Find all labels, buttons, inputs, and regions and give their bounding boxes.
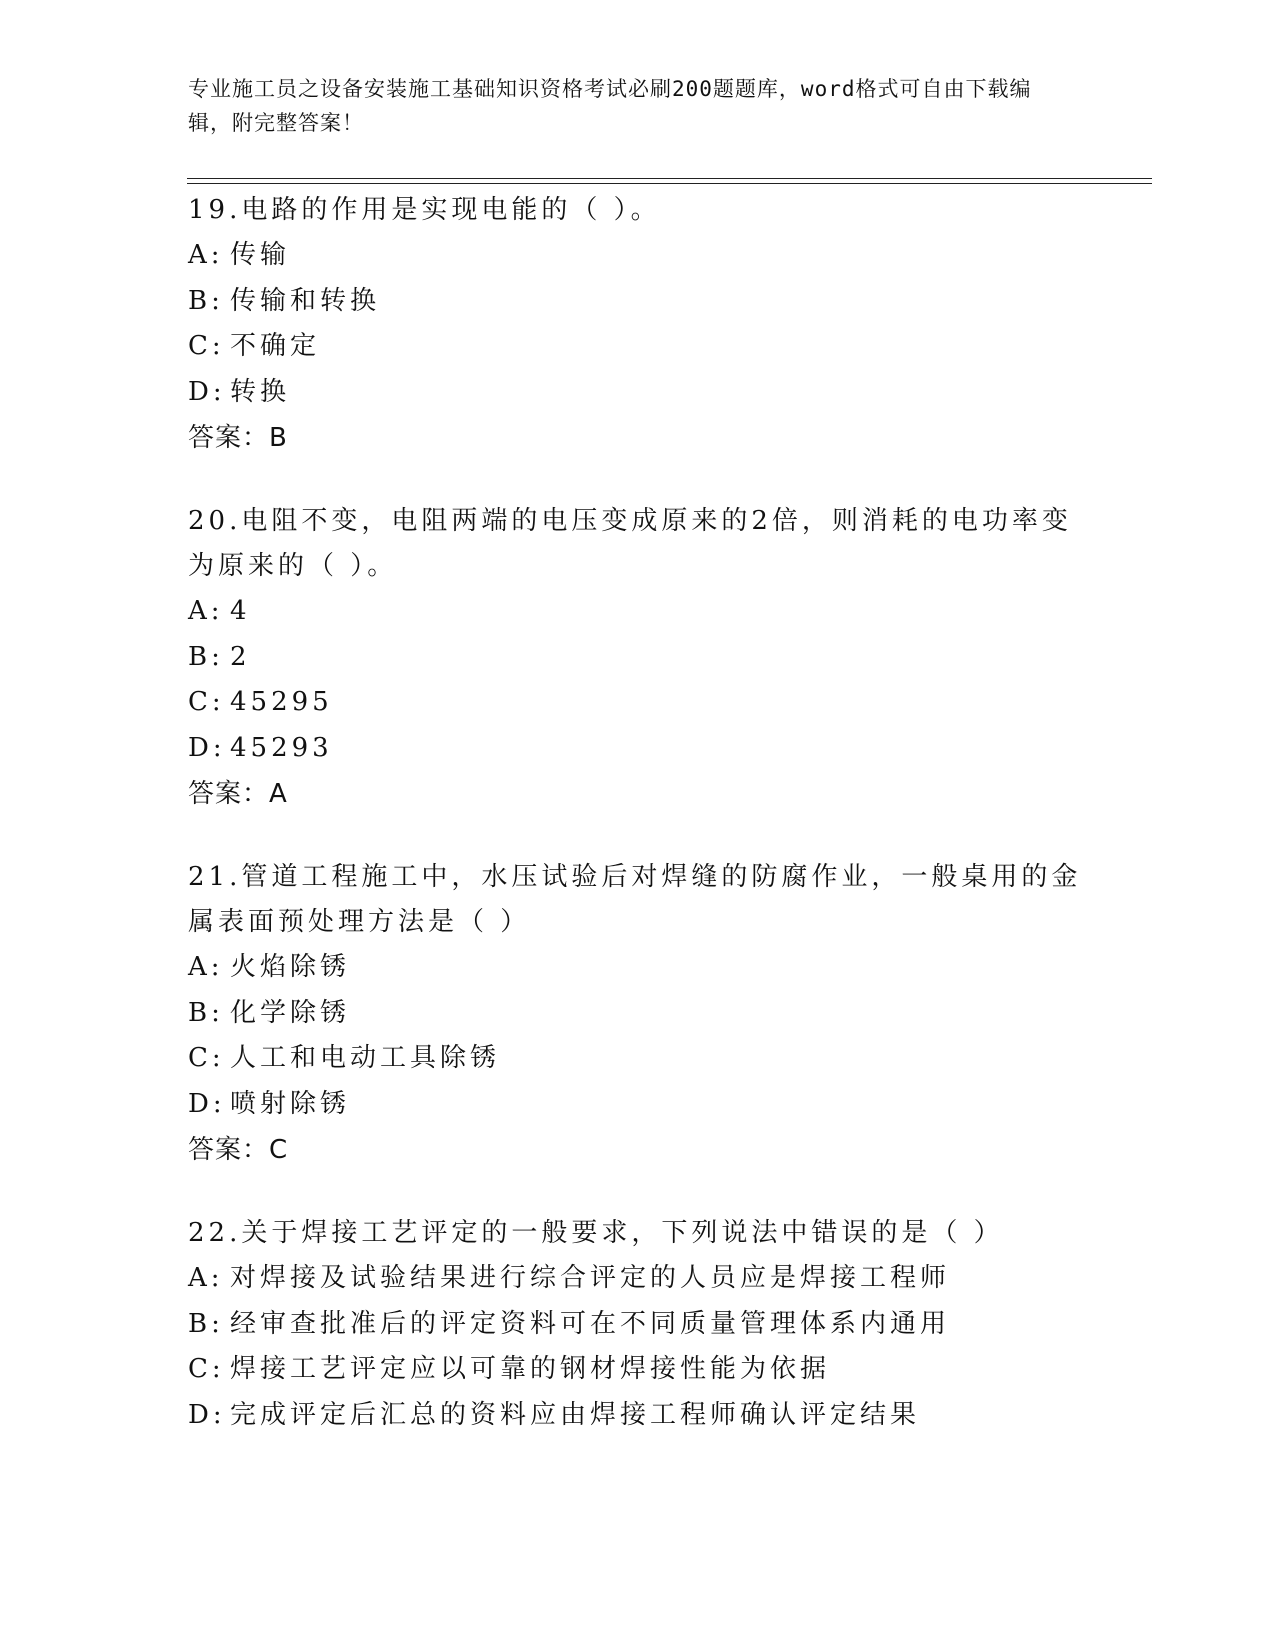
question-text: 19.电路的作用是实现电能的（ ）。	[188, 195, 661, 225]
question-text: 20.电阻不变，电阻两端的电压变成原来的2倍，则消耗的电功率变为原来的（ ）。	[188, 506, 1072, 581]
answer-line: 答案：C	[188, 1135, 289, 1165]
question-text: 22.关于焊接工艺评定的一般要求，下列说法中错误的是（ ）	[188, 1218, 1004, 1248]
option-text: 传输和转换	[230, 285, 381, 316]
option-text: 45295	[230, 687, 333, 717]
option-b	[188, 279, 1088, 325]
option-c	[188, 324, 1088, 370]
option-text: 喷射除锈	[230, 1088, 351, 1119]
option-label: A:	[188, 596, 224, 626]
question-text: 21.管道工程施工中，水压试验后对焊缝的防腐作业，一般桌用的金属表面预处理方法是（ ）	[188, 862, 1082, 937]
option-label: D:	[188, 1088, 226, 1119]
option-d	[188, 370, 1088, 416]
option-text: 不确定	[230, 331, 321, 361]
option-d	[188, 1082, 1088, 1128]
option-label: D:	[188, 732, 226, 763]
option-a	[188, 233, 1088, 279]
option-text: 化学除锈	[230, 997, 351, 1028]
option-c	[188, 1347, 1088, 1393]
option-b	[188, 635, 1088, 681]
option-text: 45293	[230, 732, 333, 763]
option-text: 转换	[230, 376, 291, 407]
option-b	[188, 1302, 1088, 1348]
option-text: 火焰除锈	[230, 952, 351, 982]
question-21	[188, 855, 1088, 1173]
option-c	[188, 1036, 1088, 1082]
option-text: 焊接工艺评定应以可靠的钢材焊接性能为依据	[230, 1354, 831, 1384]
option-a	[188, 1256, 1088, 1302]
option-text: 传输	[230, 240, 291, 270]
header-divider-bottom	[187, 183, 1152, 184]
option-text: 人工和电动工具除锈	[230, 1043, 501, 1073]
option-d	[188, 1393, 1088, 1439]
question-list	[188, 188, 1088, 1476]
option-text: 经审查批准后的评定资料可在不同质量管理体系内通用	[230, 1308, 951, 1339]
option-label: A:	[188, 240, 224, 270]
option-label: C:	[188, 1043, 225, 1073]
option-label: D:	[188, 376, 226, 407]
option-text: 4	[230, 596, 251, 626]
option-d	[188, 726, 1088, 772]
question-22	[188, 1211, 1088, 1438]
option-a	[188, 945, 1088, 991]
option-label: B:	[188, 997, 224, 1028]
option-text: 2	[230, 641, 251, 672]
option-label: C:	[188, 687, 225, 717]
option-a	[188, 589, 1088, 635]
option-c	[188, 680, 1088, 726]
option-label: C:	[188, 1354, 225, 1384]
question-19	[188, 188, 1088, 461]
answer-line: 答案：B	[188, 423, 288, 453]
option-label: B:	[188, 1308, 224, 1339]
question-20	[188, 499, 1088, 817]
option-label: A:	[188, 1263, 224, 1293]
option-label: A:	[188, 952, 224, 982]
option-label: B:	[188, 285, 224, 316]
option-text: 对焊接及试验结果进行综合评定的人员应是焊接工程师	[230, 1263, 951, 1293]
option-label: B:	[188, 641, 224, 672]
option-label: C:	[188, 331, 225, 361]
document-header: 专业施工员之设备安装施工基础知识资格考试必刷200题题库，word格式可自由下载编辑，附完整答案！	[188, 77, 1032, 135]
answer-line: 答案：A	[188, 779, 288, 809]
header-divider-top	[187, 178, 1152, 179]
option-text: 完成评定后汇总的资料应由焊接工程师确认评定结果	[230, 1399, 921, 1430]
option-b	[188, 991, 1088, 1037]
option-label: D:	[188, 1399, 226, 1430]
